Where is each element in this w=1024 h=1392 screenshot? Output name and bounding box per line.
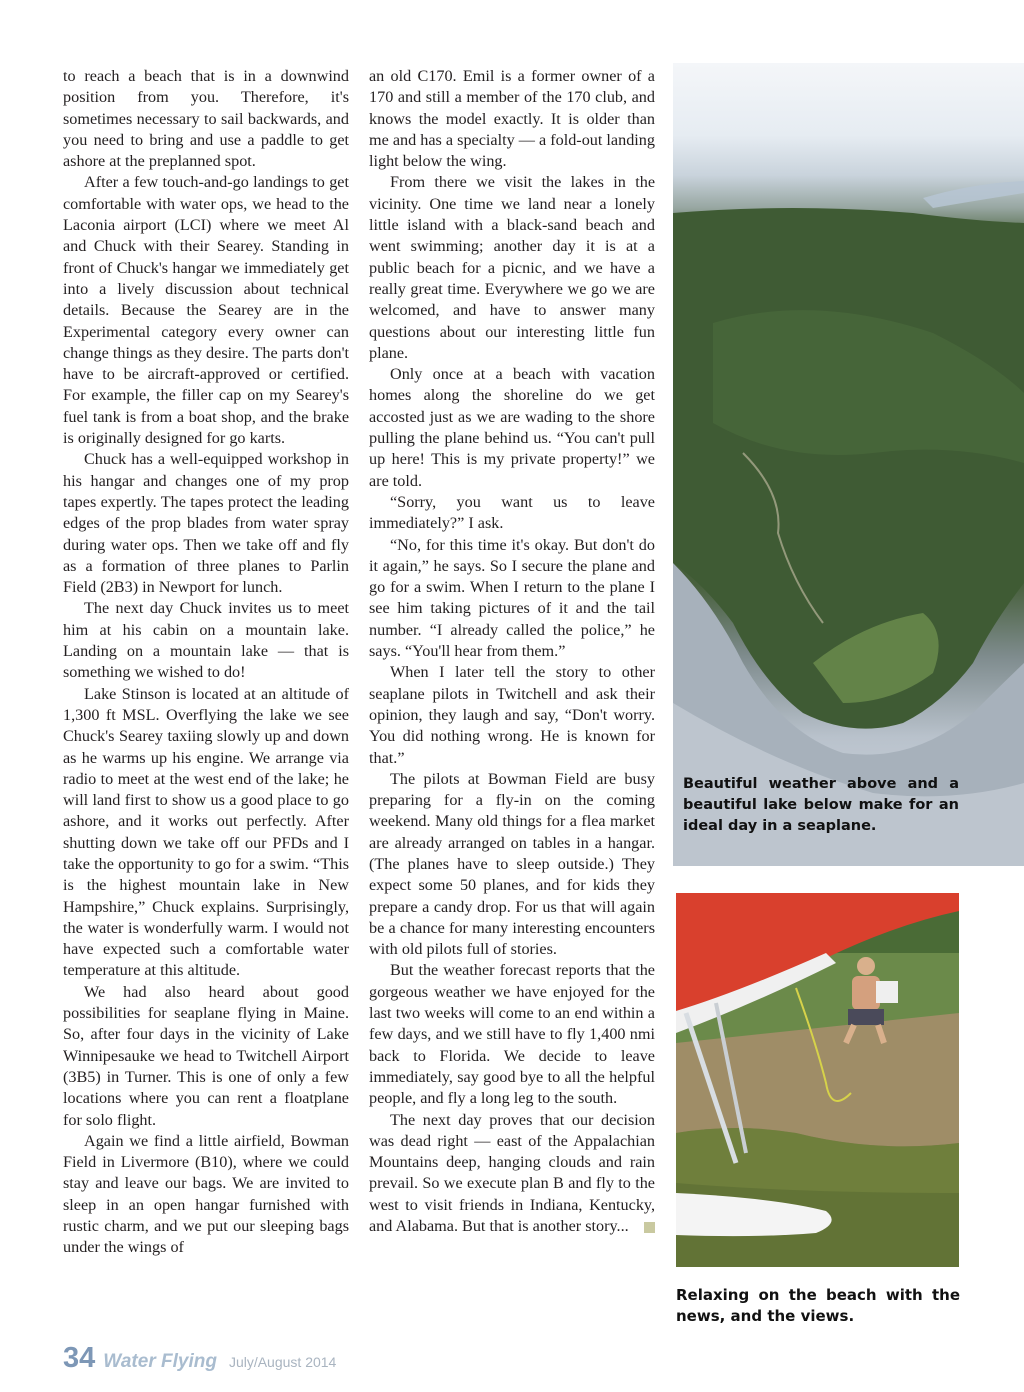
issue-date: July/August 2014 — [228, 1354, 337, 1370]
magazine-title: Water Flying — [103, 1351, 217, 1372]
end-of-article-mark — [644, 1222, 655, 1233]
beach-photo-caption: Relaxing on the beach with the news, and the views. — [676, 1286, 960, 1325]
paragraph: From there we visit the lakes in the vicinity. One time we land near a lonely little island with a black-sand beach and went swimming; another day it is at a public beach for a picnic, and we have a really great time. Everywhere we go we are welcomed, and have to answer many questions about our interesting little fun plane. — [369, 173, 655, 362]
paragraph-last: The next day proves that our decision was dead right — east of the Appalachian Mountains deep, hanging clouds and rain prevail. So we execute plan B and fly to the west to visit friends in Indiana, Kentucky, and Alabama. But that is another story... — [369, 1110, 655, 1236]
paragraph: an old C170. Emil is a former owner of a 170 and still a member of the 170 club, and knows the model exactly. It is older than me and has a specialty — a fold-out landing light below the wing. — [369, 67, 655, 171]
paragraph: We had also heard about good possibilities for seaplane flying in Maine. So, after four days in the vicinity of Lake Winnipesauke we head to Twitchell Airport (3B5) in Turner. This is one of only a few locations where you can rent a floatplane for solo flight. — [63, 982, 349, 1129]
paragraph: Only once at a beach with vacation homes along the shoreline do we get accosted just as we are wading to the shore pulling the plane behind us. “You can't pull up here! This is my private property!” we are told. — [369, 365, 655, 490]
article-column-1 — [63, 66, 349, 1259]
paragraph: Chuck has a well-equipped workshop in his hangar and changes one of my prop tapes expertly. The tapes protect the leading edges of the prop blades from water spray during water ops. Then we take off and fly as a formation of three planes to Parlin Field (2B3) in Newport for lunch. — [63, 450, 349, 597]
article-column-2 — [369, 66, 655, 1237]
paragraph: When I later tell the story to other seaplane pilots in Twitchell and ask their opinion, they laugh and say, “Don't worry. You did nothing wrong. He is known for that.” — [369, 663, 655, 767]
paragraph: After a few touch-and-go landings to get comfortable with water ops, we head to the Laconia airport (LCI) where we meet Al and Chuck with their Searey. Standing in front of Chuck's hangar we immediately get into a lively discussion about technical details. Because the Searey are in the Experimental category every owner can change things as they desire. The parts don't have to be aircraft-approved or certified. For example, the filler cap on my Searey's fuel tank is from a boat shop, and the brake is originally designed for go karts. — [63, 173, 349, 448]
page-footer — [63, 1342, 336, 1382]
paragraph: The next day Chuck invites us to meet him at his cabin on a mountain lake. Landing on a mountain lake — that is something we wished to do! — [63, 599, 349, 682]
page-number: 34 — [63, 1342, 96, 1374]
paragraph: Again we find a little airfield, Bowman Field in Livermore (B10), where we could stay and leave our bags. We are invited to sleep in an open hangar furnished with rustic charm, and we put our sleeping bags under the wings of — [63, 1131, 349, 1257]
paragraph: But the weather forecast reports that the gorgeous weather we have enjoyed for the last two weeks will come to an end within a few days, and we still have to fly 1,400 nmi back to Florida. We decide to leave immediately, say good bye to all the helpful people, and fly a long leg to the south. — [369, 961, 655, 1108]
paragraph: The pilots at Bowman Field are busy preparing for a fly-in on the coming weekend. Many old things for a flea market are already arranged on tables in a hangar. (The planes have to sleep outside.) They expect some 50 planes, and for kids they prepare a candy drop. For us that will again be a chance for many interesting encounters with old pilots full of stories. — [369, 769, 655, 959]
aerial-photo-caption: Beautiful weather above and a beautiful lake below make for an ideal day in a seaplane. — [683, 776, 959, 834]
paragraph: Lake Stinson is located at an altitude of 1,300 ft MSL. Overflying the lake we see Chuck's Searey taxiing slowly up and down as he warms up his engine. We arrange via radio to meet at the west end of the lake; he will land first to show us a good place to go ashore, and it works out perfectly. After shutting down we take off our PFDs and I take the opportunity to go for a swim. “This is the highest mountain lake in New Hampshire,” Chuck explains. Surprisingly, the water is wonderfully warm. I would not have expected such a comfortable water temperature at this altitude. — [63, 684, 349, 980]
paragraph: “Sorry, you want us to leave immediately?” I ask. — [369, 492, 655, 533]
beach-seaplane-photo — [676, 893, 959, 1267]
aerial-lake-photo — [673, 63, 1024, 866]
paragraph: “No, for this time it's okay. But don't do it again,” he says. So I secure the plane and go for a swim. When I return to the plane I see him taking pictures of it and the tail number. “I already called the police,” he says. “You'll hear from them.” — [369, 535, 655, 661]
paragraph: to reach a beach that is in a downwind position from you. Therefore, it's sometimes necessary to sail backwards, and you need to bring and use a paddle to get ashore at the preplanned spot. — [63, 67, 349, 171]
